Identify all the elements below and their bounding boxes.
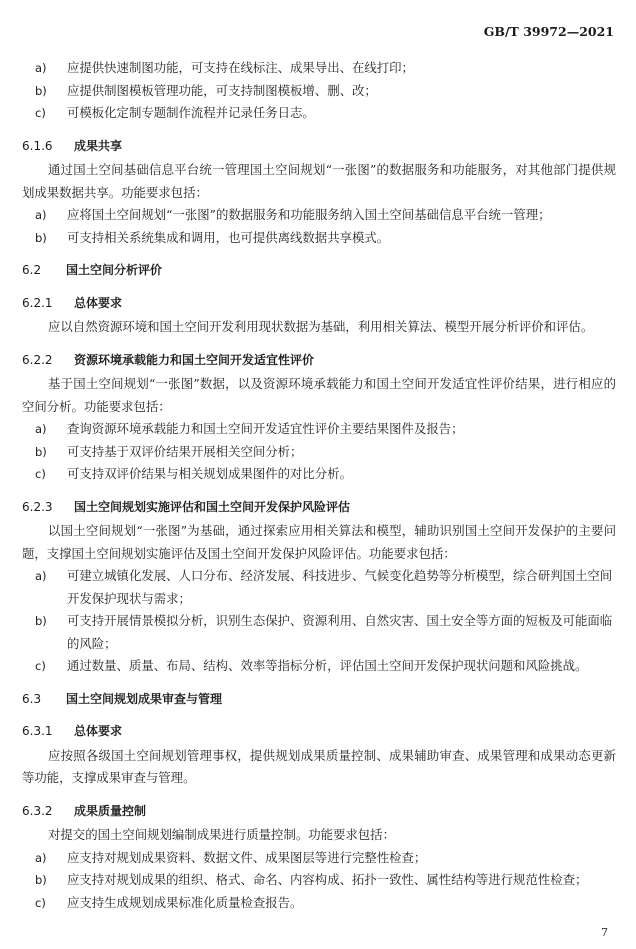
paragraph: 基于国土空间规划“一张图”数据，以及资源环境承载能力和国土空间开发适宜性评价结果，进行相应的空间分析。功能要求包括： (22, 376, 616, 414)
list-item: b) 可支持开展情景模拟分析，识别生态保护、资源利用、自然灾害、国土安全等方面的短板及可能面临的风险； (35, 613, 613, 651)
list-item: b) 应提供制图模板管理功能，可支持制图模板增、删、改； (35, 82, 377, 98)
list-item: a) 可建立城镇化发展、人口分布、经济发展、科技进步、气候变化趋势等分析模型，综合研判国土空间开发保护现状与需求； (35, 568, 613, 606)
section-heading-6-3-1: 6.3.1 总体要求 (22, 724, 123, 738)
list-item: a) 应将国土空间规划“一张图”的数据服务和功能服务纳入国土空间基础信息平台统一管理； (35, 207, 551, 222)
standard-code: GB/T 39972—2021 (483, 24, 614, 39)
list-item: c) 可模板化定制专题制作流程并记录任务日志。 (35, 105, 315, 120)
list-item: a) 应支持对规划成果资料、数据文件、成果图层等进行完整性检查； (35, 849, 427, 865)
paragraph: 应以自然资源环境和国土空间开发利用现状数据为基础，利用相关算法、模型开展分析评价和评估。 (48, 319, 594, 334)
list-item: c) 可支持双评价结果与相关规划成果图件的对比分析。 (35, 466, 352, 481)
section-heading-6-3-2: 6.3.2 成果质量控制 (22, 803, 147, 818)
list-item: a) 应提供快速制图功能，可支持在线标注、成果导出、在线打印； (35, 60, 414, 75)
section-heading-6-2: 6.2 国土空间分析评价 (22, 263, 163, 277)
list-item: c) 通过数量、质量、布局、结构、效率等指标分析，评估国土空间开发保护现状问题和风险挑战。 (35, 658, 588, 673)
list-item: b) 可支持相关系统集成和调用，也可提供离线数据共享模式。 (35, 229, 390, 245)
page-number: 7 (601, 926, 608, 939)
document-body (22, 57, 616, 914)
section-heading-6-2-3: 6.2.3 国土空间规划实施评估和国土空间开发保护风险评估 (22, 499, 351, 514)
section-heading-6-1-6: 6.1.6 成果共享 (22, 138, 123, 153)
list-block1 (22, 57, 616, 125)
section-heading-6-2-2: 6.2.2 资源环境承载能力和国土空间开发适宜性评价 (22, 352, 315, 367)
list-item: b) 可支持基于双评价结果开展相关空间分析； (35, 443, 303, 459)
list-item: a) 查询资源环境承载能力和国土空间开发适宜性评价主要结果图件及报告； (35, 421, 464, 436)
paragraph: 应按照各级国土空间规划管理事权，提供规划成果质量控制、成果辅助审查、成果管理和成果动态更新等功能，支撑成果审查与管理。 (22, 747, 616, 785)
list-item: b) 应支持对规划成果的组织、格式、命名、内容构成、拓扑一致性、属性结构等进行规范性检查； (35, 872, 588, 887)
section-heading-6-3: 6.3 国土空间规划成果审查与管理 (22, 691, 223, 706)
list-item: c) 应支持生成规划成果标准化质量检查报告。 (35, 894, 303, 910)
section-heading-6-2-1: 6.2.1 总体要求 (22, 295, 123, 310)
paragraph: 对提交的国土空间规划编制成果进行质量控制。功能要求包括： (48, 827, 395, 842)
paragraph: 通过国土空间基础信息平台统一管理国土空间规划“一张图”的数据服务和功能服务，对其他部门提供规划成果数据共享。功能要求包括： (22, 162, 616, 200)
paragraph: 以国土空间规划“一张图”为基础，通过探索应用相关算法和模型，辅助识别国土空间开发保护的主要问题，支撑国土空间规划实施评估及国土空间开发保护风险评估。功能要求包括： (22, 523, 616, 561)
